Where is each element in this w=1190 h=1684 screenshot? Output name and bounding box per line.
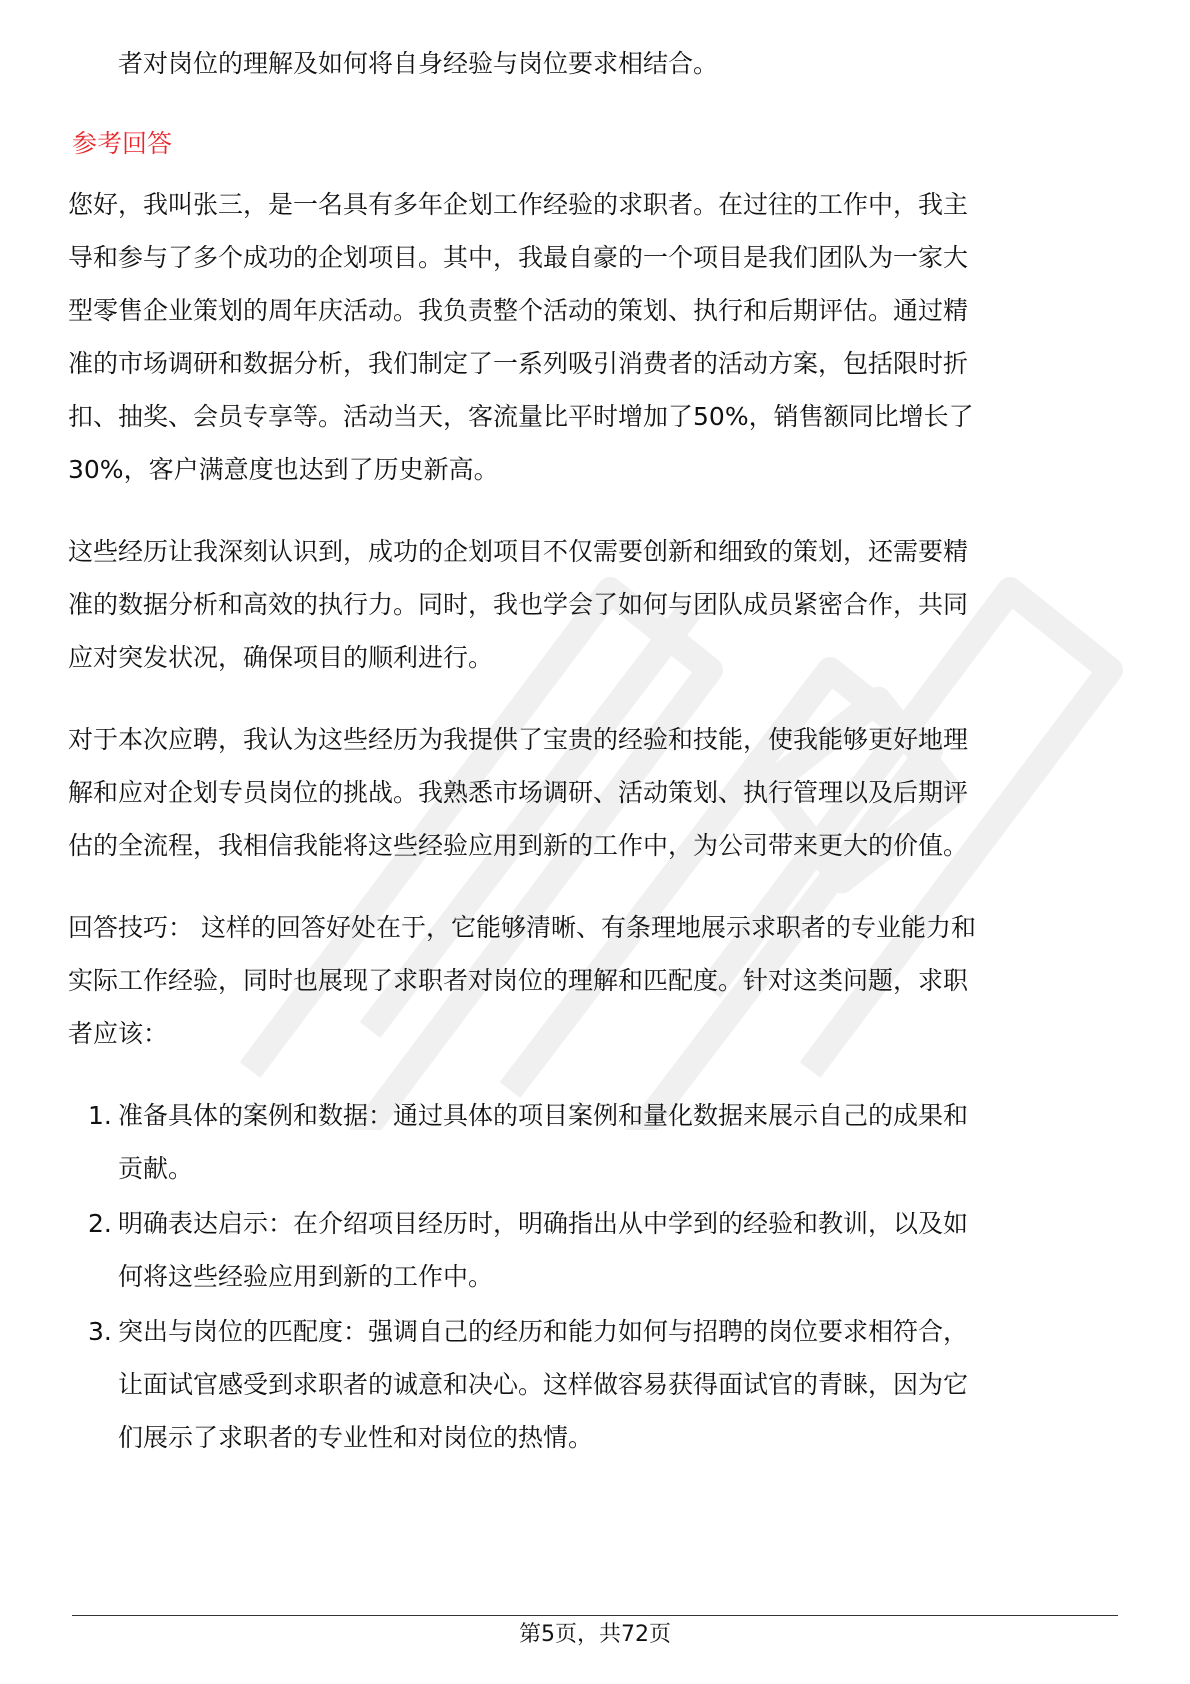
paragraph-line: 应对突发状况，确保项目的顺利进行。 bbox=[68, 643, 494, 672]
paragraph-line: 30%，客户满意度也达到了历史新高。 bbox=[68, 455, 499, 484]
list-number: 2. bbox=[88, 1209, 112, 1238]
paragraph-line: 这些经历让我深刻认识到，成功的企划项目不仅需要创新和细致的策划，还需要精 bbox=[68, 537, 969, 566]
paragraph-line: 准的数据分析和高效的执行力。同时，我也学会了如何与团队成员紧密合作，共同 bbox=[68, 590, 969, 619]
footer-divider bbox=[72, 1615, 1118, 1616]
paragraph-line: 对于本次应聘，我认为这些经历为我提供了宝贵的经验和技能，使我能够更好地理 bbox=[68, 725, 969, 754]
list-line: 贡献。 bbox=[118, 1154, 194, 1183]
paragraph-line: 导和参与了多个成功的企划项目。其中，我最自豪的一个项目是我们团队为一家大 bbox=[68, 243, 969, 272]
list-line: 准备具体的案例和数据：通过具体的项目案例和量化数据来展示自己的成果和 bbox=[118, 1101, 969, 1130]
paragraph-line: 您好，我叫张三，是一名具有多年企划工作经验的求职者。在过往的工作中，我主 bbox=[68, 190, 969, 219]
reference-answer-heading: 参考回答 bbox=[72, 129, 173, 158]
paragraph-line: 估的全流程，我相信我能将这些经验应用到新的工作中，为公司带来更大的价值。 bbox=[68, 831, 969, 860]
paragraph-line: 解和应对企划专员岗位的挑战。我熟悉市场调研、活动策划、执行管理以及后期评 bbox=[68, 778, 969, 807]
list-number: 1. bbox=[88, 1101, 112, 1130]
list-line: 明确表达启示：在介绍项目经历时，明确指出从中学到的经验和教训，以及如 bbox=[118, 1209, 969, 1238]
paragraph-line: 型零售企业策划的周年庆活动。我负责整个活动的策划、执行和后期评估。通过精 bbox=[68, 296, 969, 325]
paragraph-line: 回答技巧： 这样的回答好处在于，它能够清晰、有条理地展示求职者的专业能力和 bbox=[68, 913, 976, 942]
list-number: 3. bbox=[88, 1317, 112, 1346]
list-line: 让面试官感受到求职者的诚意和决心。这样做容易获得面试官的青睐，因为它 bbox=[118, 1370, 969, 1399]
paragraph-line: 实际工作经验，同时也展现了求职者对岗位的理解和匹配度。针对这类问题，求职 bbox=[68, 966, 969, 995]
list-line: 们展示了求职者的专业性和对岗位的热情。 bbox=[118, 1423, 594, 1452]
paragraph-line: 扣、抽奖、会员专享等。活动当天，客流量比平时增加了50%，销售额同比增长了 bbox=[68, 402, 974, 431]
intro-tail-text: 者对岗位的理解及如何将自身经验与岗位要求相结合。 bbox=[118, 49, 719, 78]
list-line: 突出与岗位的匹配度：强调自己的经历和能力如何与招聘的岗位要求相符合， bbox=[118, 1317, 969, 1346]
paragraph-line: 准的市场调研和数据分析，我们制定了一系列吸引消费者的活动方案，包括限时折 bbox=[68, 349, 969, 378]
page-number-footer: 第5页，共72页 bbox=[519, 1622, 671, 1647]
list-line: 何将这些经验应用到新的工作中。 bbox=[118, 1262, 494, 1291]
paragraph-line: 者应该： bbox=[68, 1019, 169, 1048]
